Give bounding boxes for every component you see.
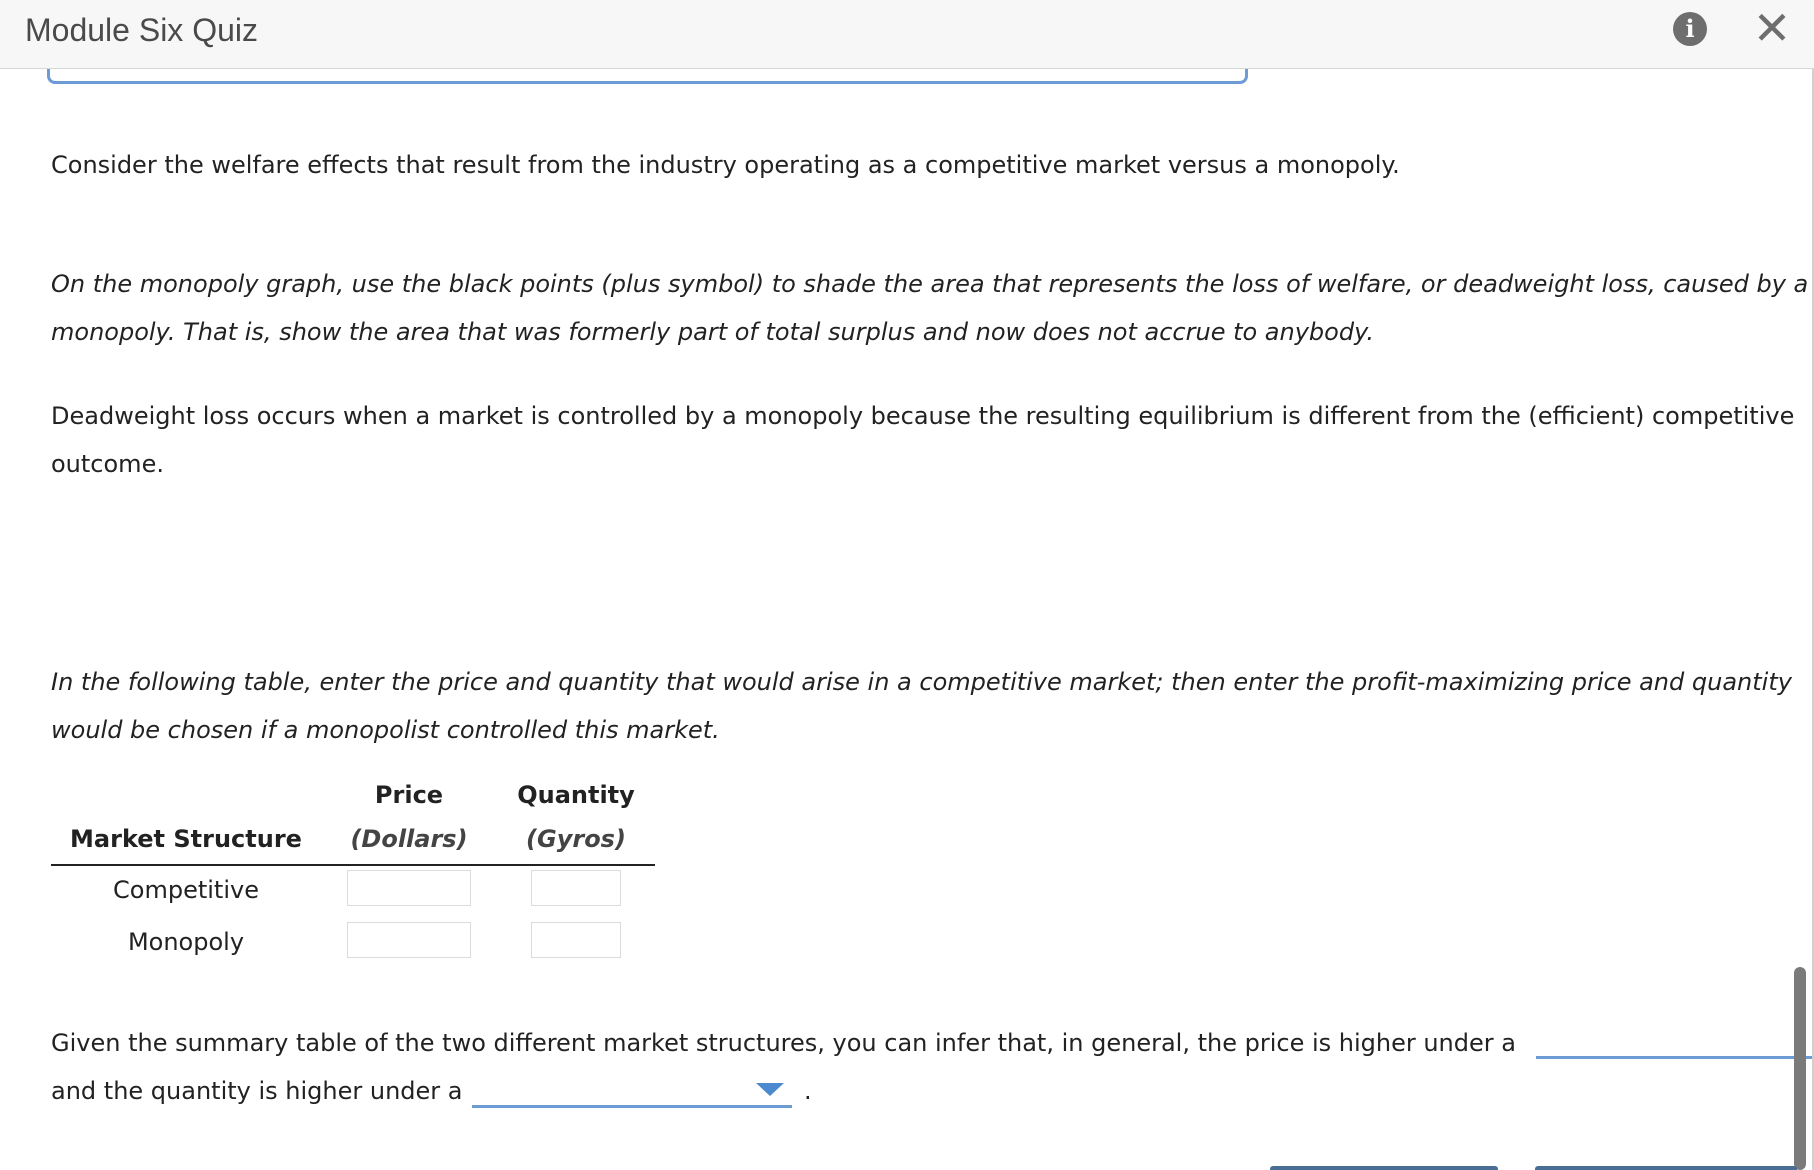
price-higher-dropdown[interactable]	[1536, 1016, 1812, 1059]
graph-frame	[47, 69, 1248, 84]
window-title: Module Six Quiz	[25, 12, 258, 48]
graph-instructions-line1: On the monopoly graph, use the black points (plus symbol) to shade the area that represents the loss of welfare, or deadweight loss, caused by a	[51, 270, 1809, 298]
table-instructions-line1: In the following table, enter the price and quantity that would arise in a competitive market; then enter the profit-maximizing price and quantity	[51, 668, 1792, 696]
title-bar	[0, 0, 1814, 69]
welfare-prompt: Consider the welfare effects that result from the industry operating as a competitive market versus a monopoly.	[51, 151, 1400, 179]
quantity-higher-dropdown[interactable]	[472, 1065, 792, 1108]
table-instructions-line2: would be chosen if a monopolist controlled this market.	[51, 716, 720, 744]
info-icon[interactable]: i	[1673, 12, 1707, 46]
quiz-content	[0, 69, 1814, 1170]
row-label-competitive: Competitive	[113, 876, 259, 904]
row-label-monopoly: Monopoly	[127, 928, 245, 956]
next-question-button[interactable]	[1535, 1166, 1797, 1170]
table-header-rule	[51, 864, 655, 866]
deadweight-explanation	[51, 392, 1794, 488]
table-instructions	[51, 658, 1792, 754]
header-price-unit: (Dollars)	[350, 825, 468, 853]
vertical-scrollbar[interactable]	[1794, 967, 1806, 1170]
header-quantity-unit: (Gyros)	[526, 825, 626, 853]
grade-it-button[interactable]	[1270, 1166, 1498, 1170]
monopoly-quantity-input[interactable]	[531, 922, 621, 958]
sentence-period: .	[804, 1077, 812, 1105]
header-market-structure: Market Structure	[70, 825, 302, 853]
inference-line1: Given the summary table of the two different market structures, you can infer that, in general, the price is higher under a	[51, 1029, 1516, 1057]
inference-line2: and the quantity is higher under a	[51, 1077, 463, 1105]
header-price: Price	[374, 781, 444, 809]
chevron-down-icon	[756, 1083, 784, 1096]
graph-instructions	[51, 260, 1808, 356]
competitive-quantity-input[interactable]	[531, 870, 621, 906]
deadweight-explanation-line1: Deadweight loss occurs when a market is controlled by a monopoly because the resulting equilibrium is different from the (efficient) competitive	[51, 402, 1795, 430]
close-icon[interactable]: ✕	[1752, 1, 1792, 55]
graph-instructions-line2: monopoly. That is, show the area that was formerly part of total surplus and now does not accrue to anybody.	[51, 318, 1375, 346]
monopoly-price-input[interactable]	[347, 922, 471, 958]
competitive-price-input[interactable]	[347, 870, 471, 906]
header-quantity: Quantity	[517, 781, 635, 809]
deadweight-explanation-line2: outcome.	[51, 450, 164, 478]
